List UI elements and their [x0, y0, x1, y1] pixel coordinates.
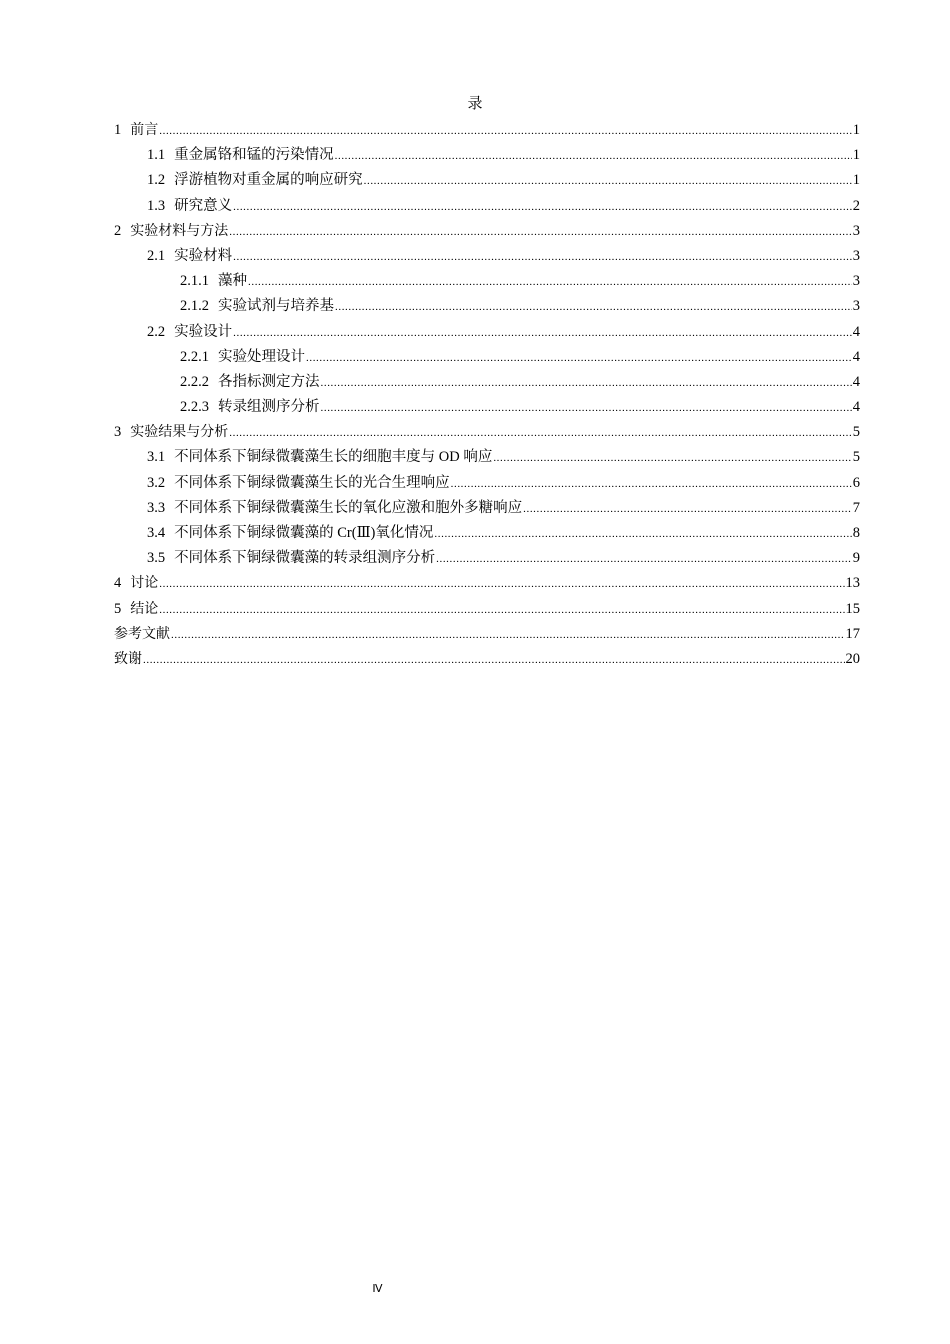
dot-leader: [233, 245, 852, 270]
toc-entry-label: 不同体系下铜绿微囊藻生长的氧化应激和胞外多糖响应: [174, 499, 523, 516]
toc-entry[interactable]: [114, 168, 860, 193]
toc-entry-label: 藻种: [218, 273, 247, 290]
toc-entry-page-number: 15: [845, 600, 860, 617]
toc-entry-label: 讨论: [130, 575, 159, 592]
toc-entry-number: 2.1.1: [180, 273, 209, 290]
dot-leader: [451, 472, 852, 497]
toc-entry[interactable]: [114, 597, 860, 622]
toc-entry-label: 转录组测序分析: [218, 399, 320, 416]
toc-entry-page-number: 13: [845, 575, 860, 592]
toc-entry-page-number: 7: [852, 499, 860, 516]
toc-entry-label: 不同体系下铜绿微囊藻的 Cr(Ⅲ)氧化情况: [174, 525, 434, 541]
toc-entry-number: 1.2: [147, 172, 166, 189]
toc-entry[interactable]: [114, 420, 860, 445]
dot-leader: [335, 144, 852, 169]
toc-entry-number: 2.1: [147, 247, 166, 264]
toc-entry-page-number: 8: [852, 525, 860, 541]
toc-entry-page-number: 9: [852, 550, 860, 567]
toc-entry[interactable]: [114, 647, 860, 672]
toc-entry-number: 1: [114, 122, 122, 138]
toc-entry-number: 2.2: [147, 323, 166, 340]
toc-entry-label: 实验结果与分析: [130, 424, 229, 441]
toc-entry-label: 实验试剂与培养基: [218, 298, 334, 315]
toc-entry[interactable]: [114, 194, 860, 219]
toc-entry-page-number: 2: [852, 197, 860, 214]
toc-entry[interactable]: [114, 345, 860, 370]
toc-entry-label: 结论: [130, 600, 159, 617]
toc-entry-number: 2.2.3: [180, 399, 209, 416]
toc-entry[interactable]: [114, 471, 860, 496]
toc-entry[interactable]: [114, 370, 860, 395]
dot-leader: [434, 522, 851, 547]
toc-entry-label: 参考文献: [114, 625, 170, 642]
dot-leader: [321, 396, 852, 421]
toc-entry-page-number: 1: [852, 147, 860, 164]
toc-entry-number: 1.1: [147, 147, 166, 164]
toc-entry-number: 5: [114, 600, 122, 617]
toc-entry[interactable]: [114, 521, 860, 546]
toc-entry-number: 1.3: [147, 197, 166, 214]
dot-leader: [436, 547, 852, 572]
toc-entry-number: 4: [114, 575, 122, 592]
toc-entry-label: 浮游植物对重金属的响应研究: [174, 172, 363, 189]
dot-leader: [321, 371, 852, 396]
toc-entry-label: 重金属铬和锰的污染情况: [174, 147, 334, 164]
toc-entry-page-number: 17: [845, 625, 860, 642]
toc-entry[interactable]: [114, 244, 860, 269]
page-number-footer: Ⅳ: [372, 1282, 383, 1295]
toc-entry-page-number: 20: [845, 650, 860, 667]
dot-leader: [143, 648, 845, 673]
toc-entry-page-number: 4: [852, 348, 860, 365]
toc-entry-label: 致谢: [114, 650, 142, 667]
toc-entry[interactable]: [114, 496, 860, 521]
dot-leader: [233, 195, 852, 220]
dot-leader: [364, 169, 852, 194]
dot-leader: [229, 220, 852, 245]
toc-entry-number: 2.1.2: [180, 298, 209, 315]
toc-entry-label: 前言: [130, 122, 159, 138]
toc-entry[interactable]: [114, 219, 860, 244]
toc-entry[interactable]: [114, 294, 860, 319]
toc-entry-page-number: 4: [852, 373, 860, 390]
dot-leader: [306, 346, 852, 371]
toc-entry-page-number: 1: [852, 172, 860, 189]
toc-entry[interactable]: [114, 118, 860, 143]
toc-entry-page-number: 4: [852, 323, 860, 340]
dot-leader: [335, 295, 852, 320]
toc-entry-label: 各指标测定方法: [218, 373, 320, 390]
table-of-contents: [114, 118, 860, 672]
toc-entry-number: 3.4: [147, 525, 166, 541]
toc-entry-page-number: 3: [852, 273, 860, 290]
toc-entry-page-number: 4: [852, 399, 860, 416]
dot-leader: [233, 321, 852, 346]
dot-leader: [248, 270, 852, 295]
toc-entry-page-number: 3: [852, 247, 860, 264]
toc-entry[interactable]: [114, 320, 860, 345]
dot-leader: [493, 446, 851, 471]
toc-entry[interactable]: [114, 571, 860, 596]
dot-leader: [229, 421, 852, 446]
toc-entry-number: 2: [114, 222, 122, 239]
toc-entry[interactable]: [114, 622, 860, 647]
toc-entry-label: 实验材料与方法: [130, 222, 229, 239]
toc-entry-number: 3: [114, 424, 122, 441]
dot-leader: [523, 497, 852, 522]
toc-entry[interactable]: [114, 546, 860, 571]
dot-leader: [159, 572, 844, 597]
toc-entry[interactable]: [114, 445, 860, 470]
dot-leader: [171, 623, 845, 648]
toc-entry-number: 3.5: [147, 550, 166, 567]
toc-entry-label: 不同体系下铜绿微囊藻生长的细胞丰度与 OD 响应: [174, 449, 493, 466]
toc-entry-page-number: 3: [852, 222, 860, 239]
toc-entry-number: 3.2: [147, 474, 166, 491]
toc-entry-label: 实验设计: [174, 323, 233, 340]
toc-entry-number: 3.3: [147, 499, 166, 516]
toc-entry-label: 不同体系下铜绿微囊藻的转录组测序分析: [174, 550, 436, 567]
dot-leader: [159, 119, 852, 144]
toc-entry-page-number: 3: [852, 298, 860, 315]
toc-entry-number: 2.2.2: [180, 373, 209, 390]
toc-entry-page-number: 6: [852, 474, 860, 491]
toc-entry-label: 不同体系下铜绿微囊藻生长的光合生理响应: [174, 474, 450, 491]
toc-entry-label: 实验材料: [174, 247, 233, 264]
toc-entry[interactable]: [114, 269, 860, 294]
toc-entry[interactable]: [114, 143, 860, 168]
toc-entry-page-number: 5: [852, 424, 860, 441]
toc-entry-page-number: 1: [852, 122, 860, 138]
toc-title: 录: [467, 96, 483, 112]
toc-entry[interactable]: [114, 395, 860, 420]
toc-entry-number: 2.2.1: [180, 348, 209, 365]
toc-entry-label: 实验处理设计: [218, 348, 305, 365]
toc-entry-label: 研究意义: [174, 197, 233, 214]
toc-entry-number: 3.1: [147, 449, 166, 466]
dot-leader: [159, 598, 844, 623]
toc-entry-page-number: 5: [852, 449, 860, 466]
